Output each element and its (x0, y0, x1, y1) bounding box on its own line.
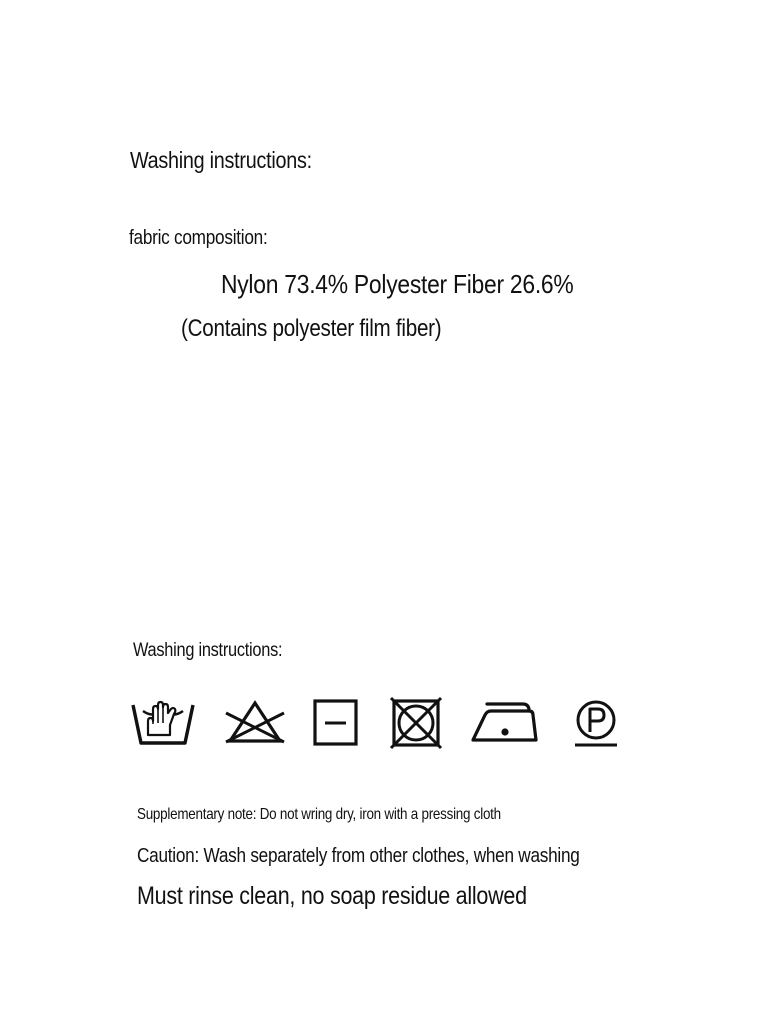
rinse-note: Must rinse clean, no soap residue allowed (137, 882, 527, 910)
page-title: Washing instructions: (130, 147, 312, 173)
professional-dry-clean-icon (573, 700, 619, 748)
care-section-title: Washing instructions: (133, 640, 283, 661)
hand-wash-icon (131, 697, 195, 747)
fabric-composition-label: fabric composition: (129, 227, 268, 249)
supplementary-note: Supplementary note: Do not wring dry, iron with a pressing cloth (137, 806, 501, 823)
fabric-composition-note: (Contains polyester film fiber) (181, 315, 442, 342)
do-not-tumble-dry-icon (389, 697, 443, 749)
iron-low-heat-icon (471, 701, 539, 743)
do-not-bleach-icon (224, 700, 286, 744)
dry-flat-icon (313, 699, 359, 747)
fabric-composition-value: Nylon 73.4% Polyester Fiber 26.6% (221, 269, 574, 299)
caution-note: Caution: Wash separately from other clothes, when washing (137, 845, 580, 867)
